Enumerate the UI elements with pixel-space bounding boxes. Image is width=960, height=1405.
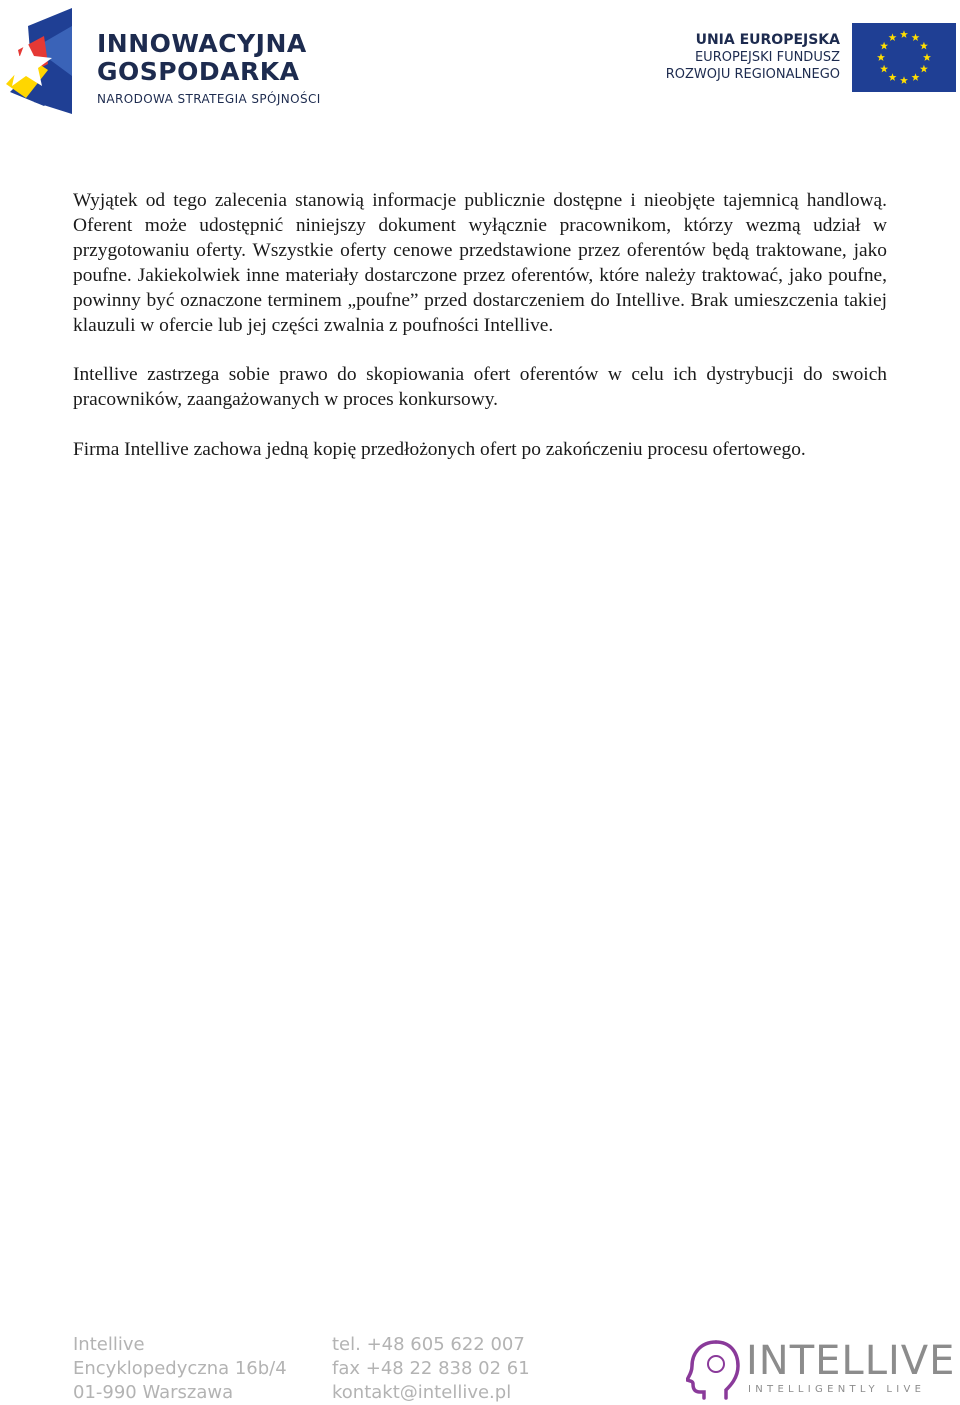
eu-fund-line2: ROZWOJU REGIONALNEGO [665,67,840,82]
paragraph-copying-rights: Intellive zastrzega sobie prawo do skopiowania ofert oferentów w celu ich dystrybucji do swoich pracowników, zaangażowanych w proces konkursowy. [73,364,887,411]
footer-tel: tel. +48 605 622 007 [332,1334,525,1355]
footer-email[interactable]: kontakt@intellive.pl [332,1382,512,1403]
footer-contact [332,1333,530,1405]
intellive-head-icon [686,1338,744,1400]
document-body [73,189,887,488]
page-footer [0,1330,960,1405]
eu-title: UNIA EUROPEJSKA [695,32,840,48]
eu-fund-text [666,31,840,83]
footer-city: 01-990 Warszawa [73,1382,234,1403]
page-header [0,0,960,130]
paragraph-confidentiality: Wyjątek od tego zalecenia stanowią informacje publicznie dostępne i nieobjęte tajemnicą handlową. Oferent może udostępnić niniejszy dokument wyłącznie pracownikom, którzy wezmą udział w przygotowaniu oferty. Wszystkie oferty cenowe przedstawione przez oferentów będą traktowane, jako poufne. Jakiekolwiek inne materiały dostarczone przez oferentów, które należy traktować, jako poufne, powinny być oznaczone terminem „poufne” przed dostarczeniem do Intellive. Brak umieszczenia takiej klauzuli w ofercie lub jej części zwalnia z poufności Intellive. [73,190,887,336]
ig-title-line1: INNOWACYJNA [97,29,307,58]
footer-street: Encyklopedyczna 16b/4 [73,1358,287,1379]
eu-flag-icon [852,23,956,92]
intellive-tagline: INTELLIGENTLY LIVE [748,1384,926,1395]
innowacyjna-gospodarka-emblem-icon [4,6,72,114]
ig-subtitle: NARODOWA STRATEGIA SPÓJNOŚCI [97,92,321,106]
intellive-wordmark: INTELLIVE [746,1338,956,1384]
footer-company: Intellive [73,1334,145,1355]
innowacyjna-gospodarka-logo [97,30,321,106]
ig-title-line2: GOSPODARKA [97,57,300,86]
intellive-logo [686,1336,958,1402]
footer-fax: fax +48 22 838 02 61 [332,1358,530,1379]
eu-fund-line1: EUROPEJSKI FUNDUSZ [694,50,840,65]
paragraph-retention: Firma Intellive zachowa jedną kopię przedłożonych ofert po zakończeniu procesu ofertowego. [73,439,806,461]
footer-address [73,1333,287,1405]
